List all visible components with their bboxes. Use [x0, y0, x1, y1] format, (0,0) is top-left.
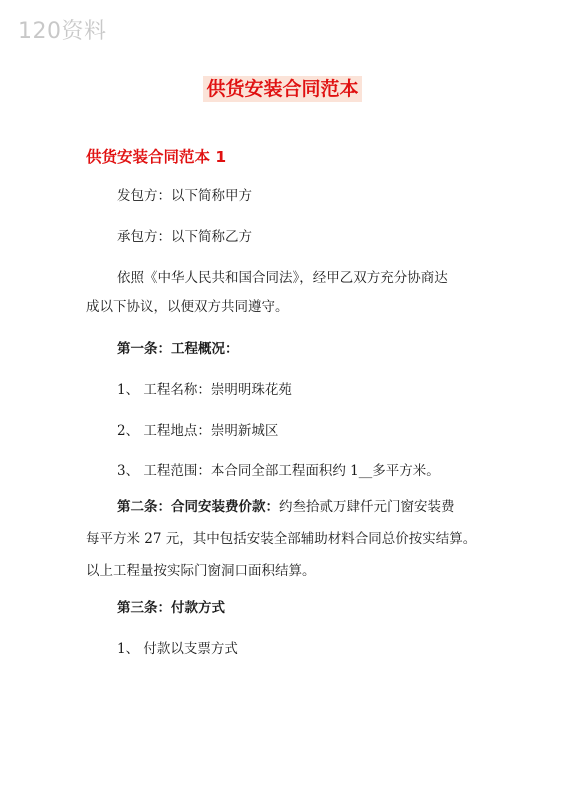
intro-line-2: 成以下协议，以便双方共同遵守。 — [86, 299, 289, 315]
article-2-label: 第二条：合同安装费价款： — [117, 499, 279, 515]
document-title: 供货安装合同范本 — [203, 76, 361, 102]
article-3-heading: 第三条：付款方式 — [117, 600, 225, 616]
article-2-line-3: 以上工程量按实际门窗洞口面积结算。 — [86, 563, 316, 579]
article-2-line-1 — [117, 497, 455, 517]
party-b-line: 承包方：以下简称乙方 — [117, 229, 252, 245]
intro-line-1: 依照《中华人民共和国合同法》，经甲乙双方充分协商达 — [117, 270, 448, 286]
document-title-container — [0, 76, 565, 102]
party-a-line: 发包方：以下简称甲方 — [117, 188, 252, 204]
article-1-item: 2、 工程地点：崇明新城区 — [117, 423, 279, 439]
section-heading: 供货安装合同范本 1 — [86, 148, 227, 166]
article-1-heading: 第一条：工程概况： — [117, 341, 239, 357]
article-1-item: 3、 工程范围：本合同全部工程面积约 1__多平方米。 — [117, 463, 440, 479]
article-2-line-2: 每平方米 27 元，其中包括安装全部辅助材料合同总价按实结算。 — [86, 531, 477, 547]
article-3-item: 1、 付款以支票方式 — [117, 641, 238, 657]
watermark-logo: 120资料 — [18, 19, 107, 44]
article-1-item: 1、 工程名称：崇明明珠花苑 — [117, 382, 292, 398]
article-2-line-1-text: 约叁拾贰万肆仟元门窗安装费 — [279, 499, 455, 515]
